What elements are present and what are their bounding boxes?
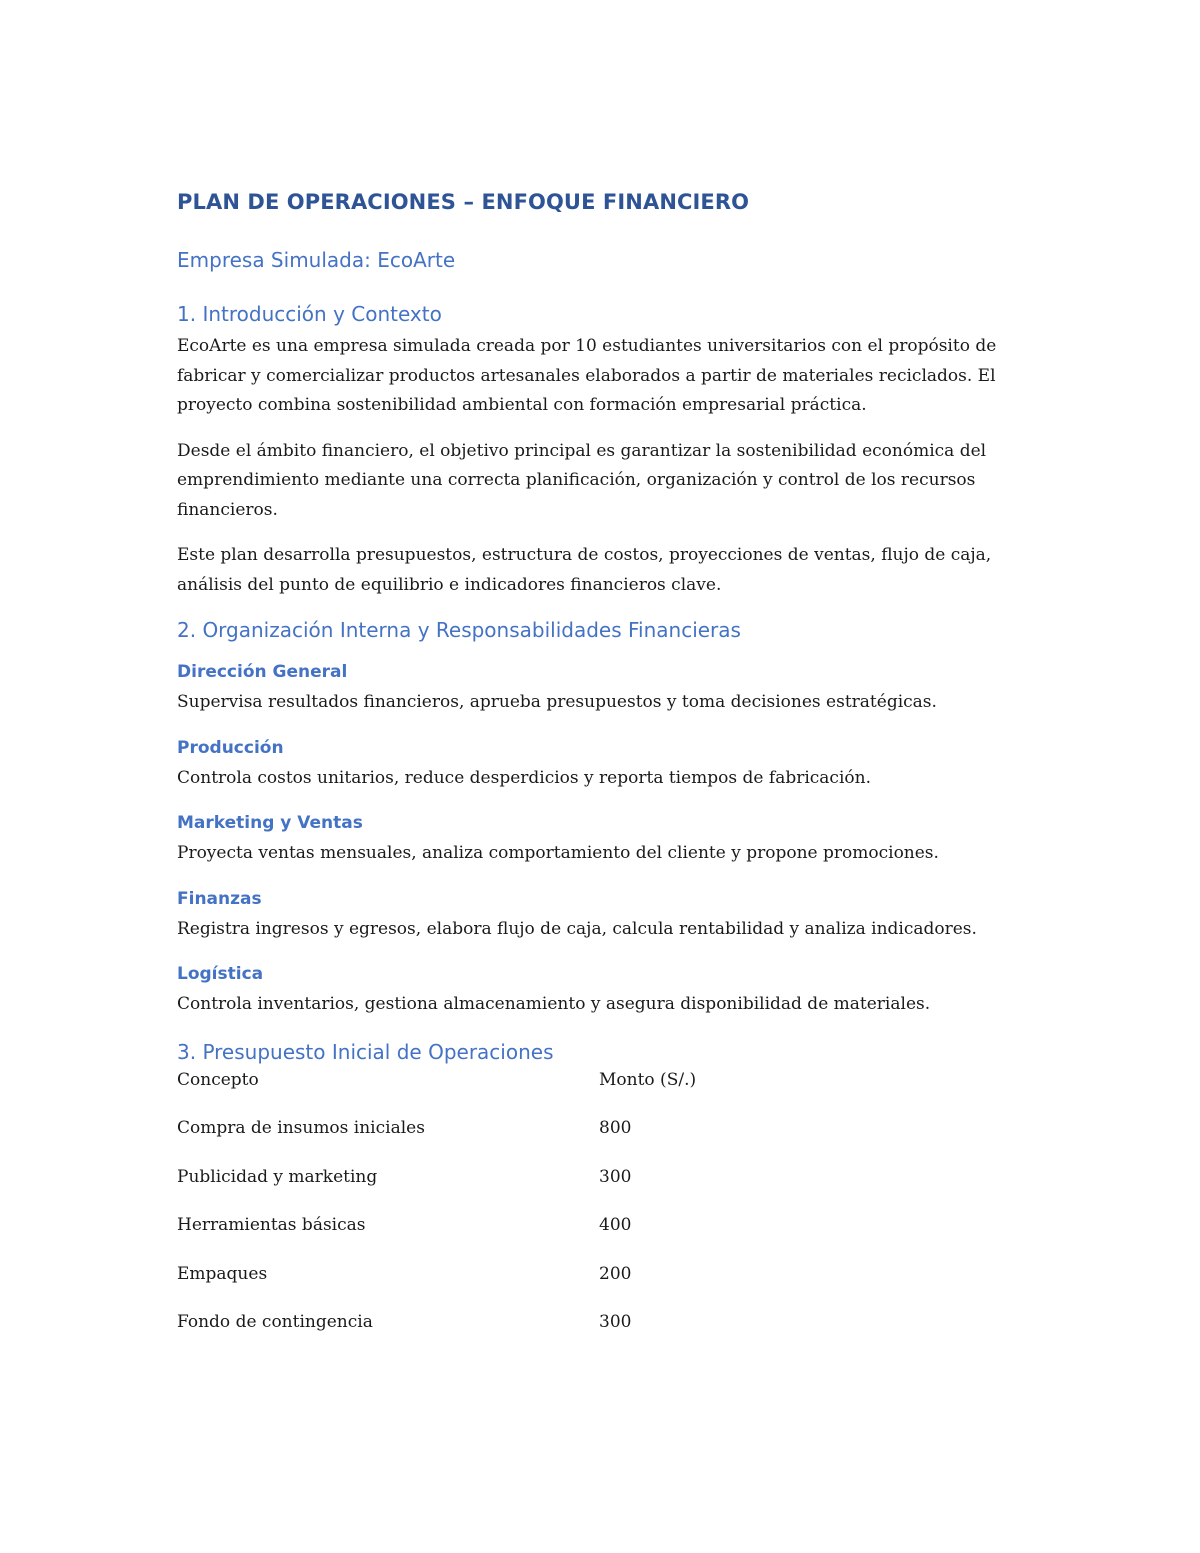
paragraph: EcoArte es una empresa simulada creada por 10 estudiantes universitarios con el propósito de fabricar y comercializar productos artesanales elaborados a partir de materiales reciclados. El proyecto combina sostenibilidad ambiental con formación empresarial práctica. <box>177 336 997 415</box>
table-row <box>177 1118 799 1167</box>
budget-table <box>177 1070 799 1361</box>
paragraph: Este plan desarrolla presupuestos, estructura de costos, proyecciones de ventas, flujo de caja, análisis del punto de equilibrio e indicadores financieros clave. <box>177 545 992 595</box>
table-row <box>177 1167 799 1216</box>
table-cell-concept: Herramientas básicas <box>177 1215 366 1235</box>
document-title: PLAN DE OPERACIONES – ENFOQUE FINANCIERO <box>177 190 750 214</box>
table-cell-amount: 300 <box>599 1312 632 1332</box>
role-description: Proyecta ventas mensuales, analiza comportamiento del cliente y propone promociones. <box>177 843 939 863</box>
section-heading: 1. Introducción y Contexto <box>177 302 442 326</box>
table-row <box>177 1312 799 1361</box>
role-block <box>177 813 1037 869</box>
role-name: Marketing y Ventas <box>177 813 363 833</box>
column-header-concept: Concepto <box>177 1069 259 1090</box>
role-name: Finanzas <box>177 888 262 909</box>
paragraph: Desde el ámbito financiero, el objetivo principal es garantizar la sostenibilidad económica del emprendimiento mediante una correcta planificación, organización y control de los recursos financieros. <box>177 440 987 520</box>
document-subtitle: Empresa Simulada: EcoArte <box>177 248 456 272</box>
role-description: Registra ingresos y egresos, elabora flujo de caja, calcula rentabilidad y analiza indicadores. <box>177 918 977 939</box>
role-name: Dirección General <box>177 662 348 682</box>
role-description: Controla costos unitarios, reduce desperdicios y reporta tiempos de fabricación. <box>177 767 871 788</box>
role-block <box>177 738 1037 794</box>
document-content <box>177 190 1037 1361</box>
role-name: Logística <box>177 964 264 984</box>
table-cell-amount: 400 <box>599 1215 632 1235</box>
section-introduction <box>177 302 1037 600</box>
role-block <box>177 662 1037 718</box>
table-cell-concept: Publicidad y marketing <box>177 1166 378 1187</box>
section-organization <box>177 662 1037 1020</box>
table-cell-amount: 200 <box>599 1263 632 1284</box>
role-description: Controla inventarios, gestiona almacenamiento y asegura disponibilidad de materiales. <box>177 994 931 1014</box>
role-description: Supervisa resultados financieros, aprueba presupuestos y toma decisiones estratégicas. <box>177 692 937 712</box>
table-cell-amount: 800 <box>599 1118 632 1138</box>
column-header-amount: Monto (S/.) <box>599 1069 697 1090</box>
role-block <box>177 964 1037 1020</box>
role-block <box>177 889 1037 945</box>
role-name: Producción <box>177 737 284 758</box>
table-row <box>177 1215 799 1264</box>
section-heading: 3. Presupuesto Inicial de Operaciones <box>177 1039 554 1064</box>
section-heading: 2. Organización Interna y Responsabilidades Financieras <box>177 618 741 642</box>
table-row <box>177 1264 799 1313</box>
table-cell-concept: Compra de insumos iniciales <box>177 1118 425 1138</box>
table-cell-concept: Fondo de contingencia <box>177 1312 373 1332</box>
table-header-row <box>177 1070 799 1119</box>
table-cell-amount: 300 <box>599 1166 632 1187</box>
table-cell-concept: Empaques <box>177 1263 268 1284</box>
